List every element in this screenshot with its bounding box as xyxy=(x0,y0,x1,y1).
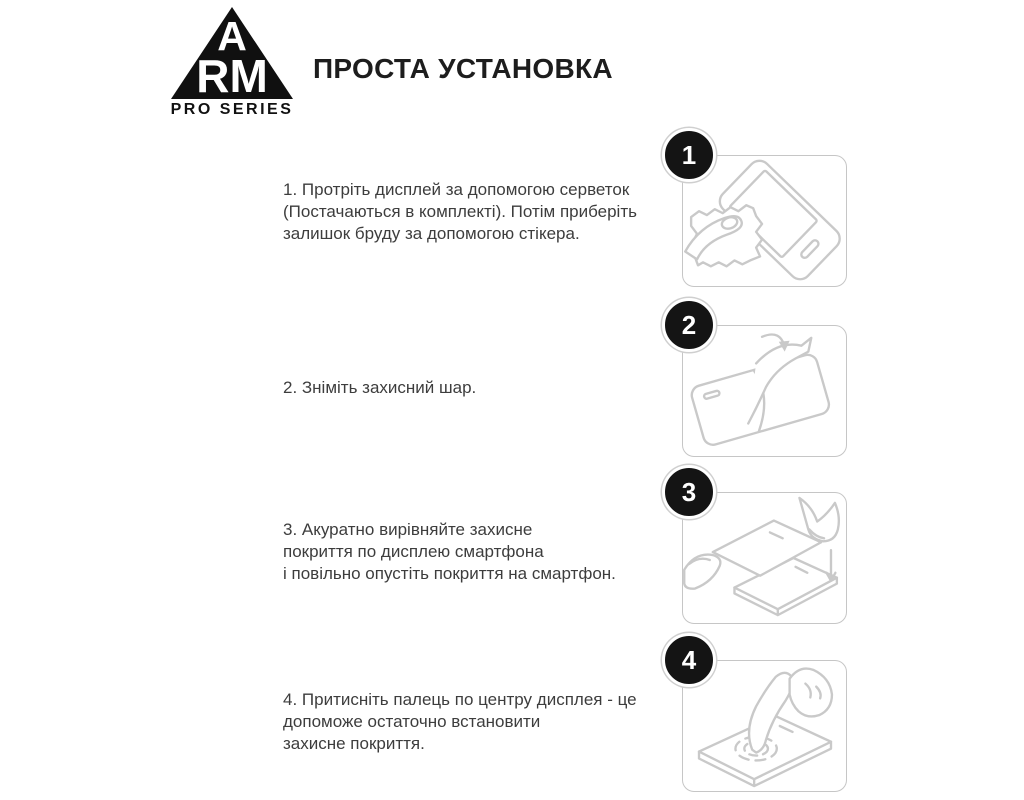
wipe-phone-with-cloth-icon xyxy=(683,156,846,286)
step-1-text xyxy=(283,179,683,245)
press-finger-on-center-icon xyxy=(683,661,846,791)
step-3-text xyxy=(283,519,683,585)
step-4-text xyxy=(283,689,683,755)
step-3-line: і повільно опустіть покриття на смартфон. xyxy=(283,564,616,583)
page-title: ПРОСТА УСТАНОВКА xyxy=(313,53,613,84)
step-3-line: 3. Акуратно вирівняйте захисне xyxy=(283,520,533,539)
step-1-line: 1. Протріть дисплей за допомогою серветок xyxy=(283,180,630,199)
step-1-number-badge: 1 xyxy=(662,128,716,182)
brand-logo xyxy=(164,6,300,119)
step-1-line: залишок бруду за допомогою стікера. xyxy=(283,224,580,243)
step-4-line: захисне покриття. xyxy=(283,734,425,753)
step-2-number-badge: 2 xyxy=(662,298,716,352)
step-4-number-badge: 4 xyxy=(662,633,716,687)
step-1-line: (Постачаються в комплекті). Потім приберіть xyxy=(283,202,637,221)
step-3-number-badge: 3 xyxy=(662,465,716,519)
logo-letter-a: A xyxy=(217,13,247,59)
logo-letters-rm: RM xyxy=(196,50,268,100)
step-3-line: покриття по дисплею смартфона xyxy=(283,542,544,561)
peel-protective-layer-icon xyxy=(683,326,846,456)
step-2-text xyxy=(283,377,683,399)
step-4-line: 4. Притисніть палець по центру дисплея - це xyxy=(283,690,637,709)
arm-triangle-logo-icon xyxy=(170,6,294,100)
step-2-line: 2. Зніміть захисний шар. xyxy=(283,378,477,397)
logo-subtitle: PRO SERIES xyxy=(170,101,294,118)
step-4-line: допоможе остаточно встановити xyxy=(283,712,541,731)
align-and-lower-protector-icon xyxy=(683,493,846,623)
